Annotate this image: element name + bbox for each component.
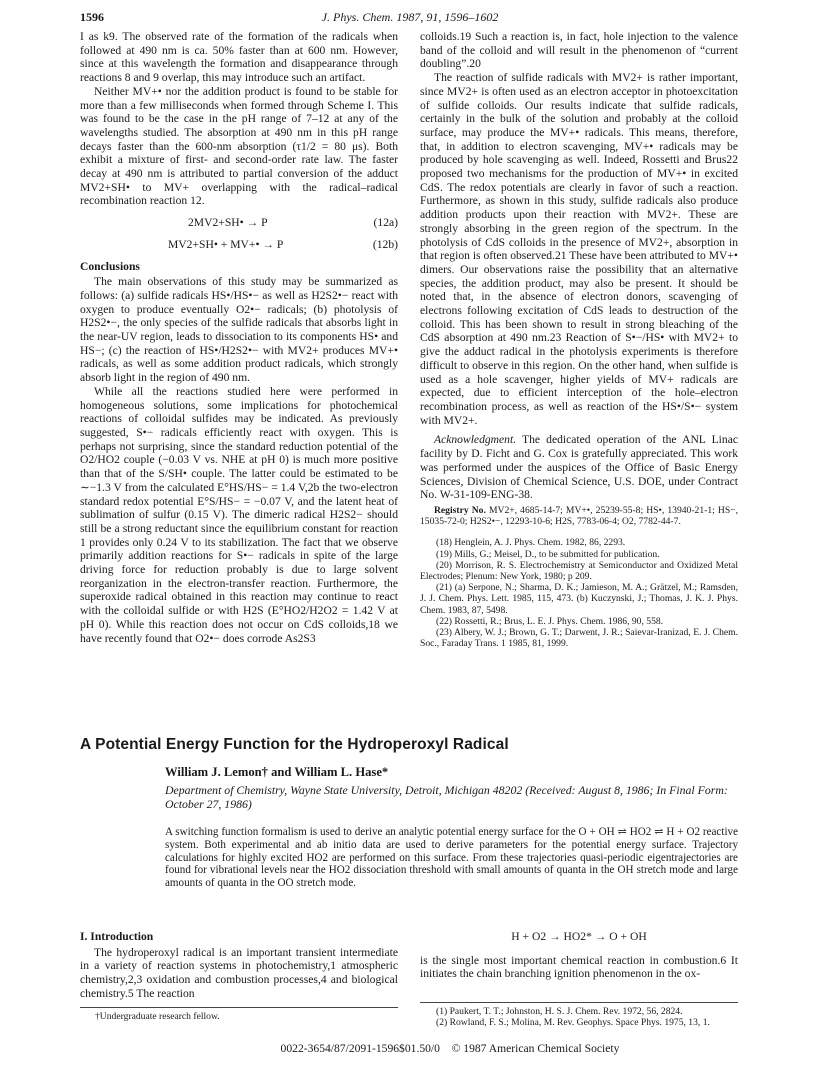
- footer-copyright: © 1987 American Chemical Society: [451, 1042, 620, 1055]
- article-title: A Potential Energy Function for the Hydroperoxyl Radical: [80, 736, 509, 753]
- intro-column-left: [80, 930, 398, 1001]
- acknowledgment-text: The dedicated operation of the ANL Linac facility by D. Ficht and G. Cox is gratefully appreciated. This work was performed under the auspices of the Office of Basic Energy Sciences, Division of Chemical Science, U.S. DOE, under Contract No. W-31-109-ENG-38.: [420, 433, 738, 502]
- left-paragraph-2: Neither MV+• nor the addition product is found to be stable for more than a few milliseconds when formed through Scheme I. This was found to be the case in the pH range of 7–12 at any of the wavelengths studied. The absorption at 490 nm in this pH range decays faster than the 600-nm absorption (τ1/2 = 80 μs). Both exhibit a mixture of first- and second-order rate law. The faster decay at 490 nm is attributed to partial conversion of the adduct MV2+SH• to MV+ overlapping with the radical–radical recombination reaction 12.: [80, 84, 398, 208]
- registry-text: MV2+, 4685-14-7; MV+•, 25239-55-8; HS•, 13940-21-1; HS−, 15035-72-0; H2S2•−, 12293-10-6; H2S, 7783-06-4; O2, 7782-44-7.: [420, 504, 738, 528]
- left-paragraph-3: The main observations of this study may be summarized as follows: (a) sulfide radicals HS•/HS•− as well as H2S2•− react with oxygen to produce eventually O2•− radicals; (b) photolysis of H2S2•−, the only species of the sulfide radicals that absorbs light in the near-UV region, leads to dissociation to its components HS• and HS−; (c) the reaction of HS•/H2S2•− with MV2+ produces MV+• radicals, as well as some addition product radicals, which strongly absorb light in the region of 490 nm.: [80, 275, 398, 385]
- introduction-text: The hydroperoxyl radical is an important transient intermediate in a variety of reaction systems in photochemistry,1 atmospheric chemistry,2,3 oxidation and combustion processes,4 and biological chemistry.5 The reaction: [80, 945, 398, 1000]
- reference-item: (18) Henglein, A. J. Phys. Chem. 1982, 86, 2293.: [436, 537, 626, 549]
- registry-label: Registry No.: [434, 504, 486, 516]
- article-reference-list: [420, 1006, 738, 1028]
- reference-list: [420, 537, 738, 649]
- left-column: [80, 30, 398, 645]
- equation-12a-expression: 2MV2+SH• → P: [188, 216, 268, 230]
- reference-item: (19) Mills, G.; Meisel, D., to be submitted for publication.: [436, 548, 660, 560]
- reference-item: (2) Rowland, F. S.; Molina, M. Rev. Geophys. Space Phys. 1975, 13, 1.: [436, 1017, 710, 1029]
- reference-item: (20) Morrison, R. S. Electrochemistry at Semiconductor and Oxidized Metal Electrodes; Plenum: New York, 1980; p 209.: [420, 559, 738, 582]
- acknowledgment-label: Acknowledgment.: [434, 433, 517, 447]
- left-paragraph-1: I as k9. The observed rate of the formation of the radicals when followed at 490 nm is ca. 50% faster than at 600 nm. However, since at this wavelength the formation and disappearance through reactions 8 and 9 overlap, this may introduce such an artifact.: [80, 30, 398, 85]
- equation-12b: [80, 238, 398, 252]
- equation-12a: [80, 216, 398, 230]
- right-paragraph-2: The reaction of sulfide radicals with MV2+ is rather important, since MV2+ is often used as an electron acceptor in photoexcitation of sulfide colloids. Our results indicate that sulfide radicals, certainly in the bulk of the solution and probably at the colloid surface, may produce the MV+• radicals. This means, therefore, that, in addition to electron scavenging, MV+• radicals may be produced by hole scavenging as well. Indeed, Rossetti and Brus22 proposed two mechanisms for the production of MV+• in excited CdS. The redox potentials are clearly in favor of such a reaction. Furthermore, as shown in this study, sulfide radicals also produce addition products upon their reaction with MV2+. These are strongly absorbing in the green region of the spectrum. In the photolysis of CdS colloids in the presence of MV2+, absorption in that region is often observed.21 These have been attributed to MV+• dimers. Our observations raise the possibility that an alternative species, the addition product, may also be present. It should be noted that, in the absence of electron donors, scavenging of electrons following excitation of CdS leads to destruction of the colloid. This has been shown to result in strong bleaching of the CdS absorption at 490 nm.23 Reaction of S•−/HS• with MV2+ to give the adduct radical in the photolysis experiments is therefore difficult to observe in this region. On the other hand, when sulfide is used as a hole scavenger, higher yields of MV+ radicals are expected, due to efficient interception of the hole–electron recombination process, as well as reaction of the HS•/S•− system with MV2+.: [420, 71, 738, 427]
- reference-item: (21) (a) Serpone, N.; Sharma, D. K.; Jamieson, M. A.; Grätzel, M.; Ramsden, J. J. Chem. Phys. Lett. 1985, 115, 473. (b) Kuczynski, J.; Thomas, J. K. J. Phys. Chem. 1983, 87, 5498.: [420, 582, 738, 616]
- journal-header: J. Phys. Chem. 1987, 91, 1596–1602: [321, 10, 499, 24]
- equation-12b-number: (12b): [372, 237, 398, 251]
- page-number: 1596: [80, 10, 104, 24]
- acknowledgment: [420, 433, 738, 502]
- footer: [80, 1042, 820, 1055]
- right-intro-text: is the single most important chemical reaction in combustion.6 It initiates the chain branching ignition phenomenon in the ox-: [420, 953, 738, 981]
- references-divider: [420, 1002, 738, 1003]
- right-column: [420, 30, 738, 649]
- intro-column-right: [420, 930, 738, 981]
- conclusions-heading: Conclusions: [80, 259, 140, 273]
- footnote: †Undergraduate research fellow.: [95, 1011, 220, 1022]
- footer-code: 0022-3654/87/2091-1596$01.50/0: [280, 1042, 440, 1055]
- equation-12b-expression: MV2+SH• + MV+• → P: [168, 237, 284, 251]
- registry-numbers: [420, 505, 738, 527]
- footnote-divider: [80, 1007, 398, 1008]
- reference-item: (1) Paukert, T. T.; Johnston, H. S. J. Chem. Rev. 1972, 56, 2824.: [436, 1006, 683, 1017]
- reference-item: (23) Albery, W. J.; Brown, G. T.; Darwent, J. R.; Saievar-Iranizad, E. J. Chem. Soc., Faraday Trans. 1 1985, 81, 1999.: [420, 626, 738, 650]
- article-authors: William J. Lemon† and William L. Hase*: [165, 765, 389, 779]
- equation-12a-number: (12a): [373, 216, 398, 230]
- right-paragraph-1: colloids.19 Such a reaction is, in fact, hole injection to the valence band of the colloid and will result in the phenomenon of “current doubling”.20: [420, 30, 738, 71]
- reaction-equation: H + O2 → HO2* → O + OH: [511, 930, 647, 943]
- article-affiliation: Department of Chemistry, Wayne State University, Detroit, Michigan 48202 (Received: August 8, 1986; In Final Form: October 27, 1986): [165, 783, 728, 811]
- reference-item: (22) Rossetti, R.; Brus, L. E. J. Phys. Chem. 1986, 90, 558.: [436, 615, 664, 627]
- left-paragraph-4: While all the reactions studied here were performed in homogeneous solutions, some implications for photochemical reactions of colloidal sulfides may be indicated. As previously suggested, S•− radicals efficiently react with oxygen. This is perhaps not surprising, since the standard reduction potential of the O2/HO2 couple (−0.03 V vs. NHE at pH 0) is much more positive than that of the S/SH• couple. The latter could be estimated to be ∼−1.3 V from the calculated E°HS/HS− = 1.4 V,2b the two-electron standard redox potential E°S/HS− = −0.07 V, and the latent heat of sublimation of sulfur (0.15 V). The dimeric radical H2S2− should still be a strong reductant since the equilibrium constant for reaction 1 provides only 0.24 V to its stabilization. The fact that we observe primarily addition reactions for S•− radicals in spite of the large driving force for reduction probably is due to large solvent reorganization in the electron-transfer reaction. Furthermore, the superoxide radical obtained in this reaction may continue to react with the colloidal sulfide or with H2S (E°HO2/H2O2 = 1.42 V at pH 0). While this reaction does not occur on CdS colloids,18 we have recently found that O2•− does corrode As2S3: [80, 384, 398, 645]
- introduction-heading: I. Introduction: [80, 930, 154, 943]
- article-abstract: A switching function formalism is used to derive an analytic potential energy surface for the O + OH ⇌ HO2 ⇌ H + O2 reactive system. Both experimental and ab initio data are used to derive parameters for the potential energy surface. Trajectory calculations for highly excited HO2 are performed on this surface. From these trajectories quasi-periodic eigentrajectories are found for vibrational levels near the HO2 dissociation threshold with small amounts of quanta in the OH stretch mode and large amounts of quanta in the OO stretch mode.: [165, 826, 738, 890]
